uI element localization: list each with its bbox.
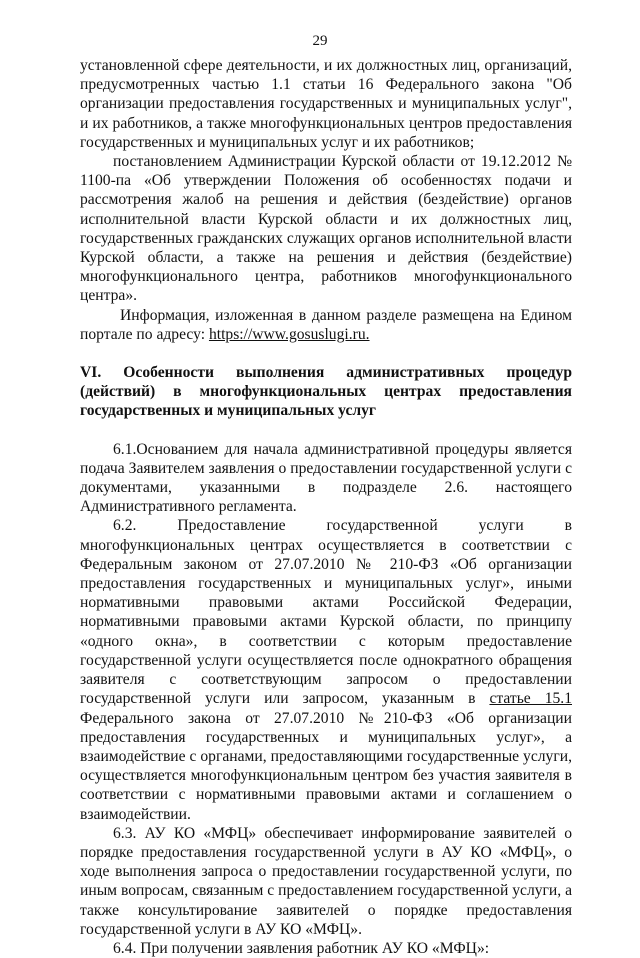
information-text: Информация, изложенная в данном разделе размещена на Едином портале по адресу: — [80, 306, 572, 343]
paragraph-6-2 — [80, 516, 572, 823]
paragraph-continuation: установленной сфере деятельности, и их должностных лиц, организаций, предусмотренных частью 1.1 статьи 16 Федерального закона "Об организации предоставления государственных и муниципальных услуг", и их работников, а также многофункциональных центров предоставления государственных и муниципальных услуг и их работников; — [80, 57, 572, 151]
article-15-1-link[interactable]: статье 15.1 — [489, 690, 572, 708]
document-body — [80, 56, 572, 958]
paragraph-6-2-text-b: Федерального закона от 27.07.2010 №210-ФЗ «Об организации предоставления государственных и муниципальных услуг», а взаимодействие с органами, предоставляющими государственные услуги, осуществляется многофункциональным центром без участия заявителя в соответствии с нормативными правовыми актами и соглашением о взаимодействии. — [80, 709, 572, 823]
gosuslugi-link[interactable]: https://www.gosuslugi.ru. — [208, 325, 370, 343]
paragraph-resolution: постановлением Администрации Курской области от 19.12.2012 № 1100-па «Об утверждении Положения об особенностях подачи и рассмотрения жалоб на решения и действия (бездействие) органов исполнительной власти Курской области и их должностных лиц, государственных гражданских служащих органов исполнительной власти Курской области, а также на решения и действия (бездействие) многофункционального центра, работников многофункционального центра». — [80, 153, 572, 305]
paragraph-6-4: 6.4. При получении заявления работник АУ КО «МФЦ»: — [113, 939, 490, 957]
section-heading: VI. Особенности выполнения административных процедур (действий) в многофункциональных центрах предоставления государственных и муниципальных услуг — [80, 364, 572, 420]
spacer — [80, 421, 572, 440]
page-number: 29 — [312, 33, 328, 49]
paragraph-6-1: 6.1.Основанием для начала административной процедуры является подача Заявителем заявления о предоставлении государственной услуги с документами, указанными в подразделе 2.6. настоящего Административного регламента. — [80, 440, 572, 516]
paragraph-6-3: 6.3. АУ КО «МФЦ» обеспечивает информирование заявителей о порядке предоставления государственной услуги в АУ КО «МФЦ», о ходе выполнения запроса о предоставлении государственной услуги, по иным вопросам, связанным с предоставлением государственной услуги, а также консультирование заявителей о порядке предоставления государственной услуги в АУ КО «МФЦ». — [80, 824, 572, 938]
spacer — [80, 344, 572, 363]
paragraph-6-2-text-a: 6.2. Предоставление государственной услуги в многофункциональных центрах осуществляется в соответствии с Федеральным законом от 27.07.2010 № 210-ФЗ «Об организации предоставления государственных и муниципальных услуг», иными нормативными правовыми актами Российской Федерации, нормативными правовыми актами Курской области, по принципу «одного окна», в соответствии с которым предоставление государственной услуги осуществляется после однократного обращения заявителя с соответствующим запросом о предоставлении государственной услуги или запросом, указанным в — [80, 517, 572, 708]
paragraph-information — [80, 306, 572, 344]
